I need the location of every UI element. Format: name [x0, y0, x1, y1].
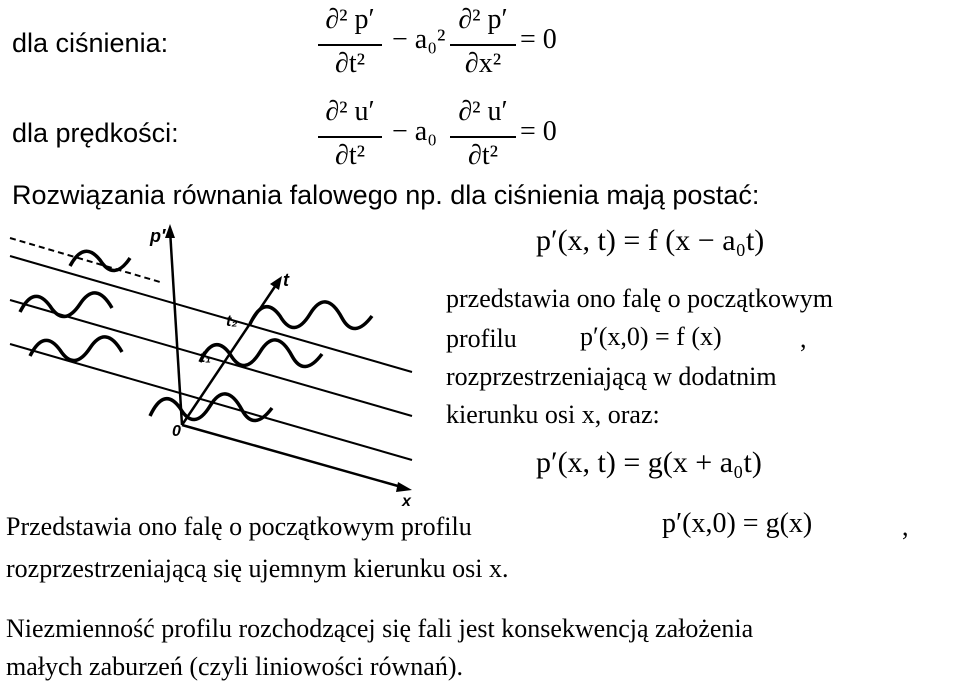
backward-solution-equation: p′(x, t) = g(x + a₀t)	[536, 446, 762, 479]
wave-profile-left-1	[20, 293, 112, 317]
p-axis-arrowhead	[165, 224, 175, 238]
velocity-eq-rhs: = 0	[520, 116, 557, 147]
forward-solution-equation: p′(x, t) = f (x − a₀t)	[536, 224, 765, 257]
velocity-eq-numerator-2: ∂² u′	[458, 96, 508, 127]
p-axis-line	[170, 230, 182, 425]
forward-profile-equation: p′(x,0) = f (x)	[580, 322, 722, 351]
pressure-eq-numerator-2: ∂² p′	[458, 4, 508, 35]
pressure-eq-fraction-bar-2	[450, 44, 516, 46]
t-axis-label: t	[283, 270, 289, 290]
velocity-eq-fraction-bar-2	[450, 136, 516, 138]
forward-comma: ,	[800, 324, 807, 353]
baseline-top-dashed	[10, 238, 160, 282]
backward-desc-line-2: rozprzestrzeniającą się ujemnym kierunku osi x.	[6, 554, 509, 583]
wave-profile-left-2	[30, 337, 122, 361]
wave-profile-t0	[150, 394, 272, 421]
pressure-eq-fraction-bar-1	[318, 44, 382, 46]
pressure-eq-rhs: = 0	[520, 24, 557, 55]
t-axis-arrowhead	[270, 276, 282, 290]
origin-label: 0	[172, 423, 181, 440]
velocity-label: dla prędkości:	[12, 118, 179, 148]
forward-desc-line-2: profilu	[446, 324, 517, 353]
backward-comma: ,	[902, 512, 909, 541]
backward-profile-equation: p′(x,0) = g(x)	[662, 508, 813, 539]
wave-diagram	[0, 220, 440, 510]
forward-desc-line-4: kierunku osi x, oraz:	[446, 400, 660, 429]
p-axis-label: p′	[150, 226, 166, 246]
pressure-eq-numerator-1: ∂² p′	[325, 4, 375, 35]
solutions-intro: Rozwiązania równania falowego np. dla ciśnienia mają postać:	[12, 180, 760, 210]
x-axis-line	[182, 425, 405, 488]
velocity-eq-numerator-1: ∂² u′	[325, 96, 375, 127]
velocity-eq-denominator-1: ∂t²	[334, 140, 365, 171]
pressure-eq-coefficient: − a₀²	[392, 24, 446, 55]
velocity-eq-denominator-2: ∂t²	[467, 140, 498, 171]
conclusion-line-2: małych zaburzeń (czyli liniowości równań).	[6, 652, 463, 681]
x-axis-arrowhead	[396, 482, 412, 492]
conclusion-line-1: Niezmienność profilu rozchodzącej się fali jest konsekwencją założenia	[6, 614, 754, 643]
pressure-label: dla ciśnienia:	[12, 28, 169, 58]
pressure-eq-denominator-2: ∂x²	[464, 48, 502, 79]
backward-desc-line-1: Przedstawia ono falę o początkowym profilu	[6, 512, 472, 541]
velocity-eq-coefficient: − a₀	[392, 116, 437, 147]
velocity-eq-fraction-bar-1	[318, 136, 382, 138]
wave-profile-t2	[250, 302, 372, 329]
t2-label: t₂	[226, 313, 238, 330]
wave-profile-t1	[200, 340, 322, 367]
forward-desc-line-3: rozprzestrzeniającą w dodatnim	[446, 362, 777, 391]
x-axis-label: x	[402, 493, 411, 510]
wave-profile-left-3	[70, 251, 130, 270]
pressure-eq-denominator-1: ∂t²	[334, 48, 365, 79]
forward-desc-line-1: przedstawia ono falę o początkowym	[446, 284, 833, 313]
t1-label: t₁	[200, 349, 211, 366]
